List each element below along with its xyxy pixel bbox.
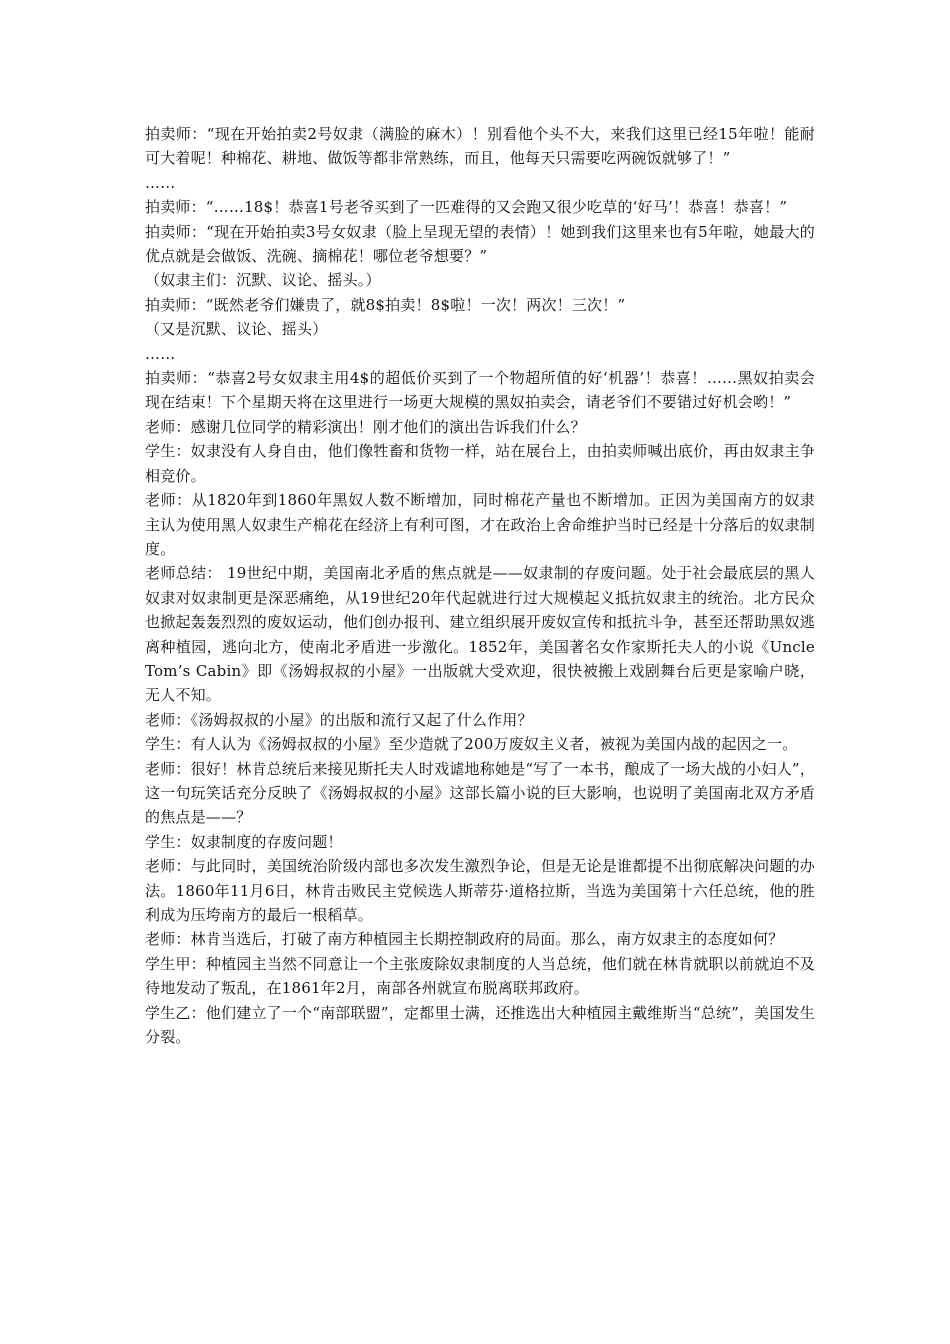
paragraph-auction-end: 拍卖师：“恭喜2号女奴隶主用4$的超低价买到了一个物超所值的好‘机器’！恭喜！……黑奴拍卖会现在结束！下个星期天将在这里进行一场更大规模的黑奴拍卖会，请老爷们不要错过好机会哟！” xyxy=(145,369,815,412)
ellipsis-line: …… xyxy=(145,344,176,363)
paragraph-auction-slave-3: 拍卖师：“现在开始拍卖3号女奴隶（脸上呈现无望的表情）！她到我们这里来也有5年啦，她最大的优点就是会做饭、洗碗、摘棉花！哪位老爷想要？” xyxy=(145,222,815,266)
paragraph-auction-8-dollars: 拍卖师：“既然老爷们嫌贵了，就8$拍卖！8$啦！一次！两次！三次！” xyxy=(145,295,626,314)
paragraph-auction-sold-1: 拍卖师：“……18$！恭喜1号老爷买到了一匹难得的又会跑又很少吃草的‘好马’！恭喜！恭喜！” xyxy=(145,198,788,217)
paragraph-teacher-thanks: 老师：感谢几位同学的精彩演出！刚才他们的演出告诉我们什么？ xyxy=(145,417,586,436)
paragraph-teacher-summary: 老师总结： 19世纪中期，美国南北矛盾的焦点就是——奴隶制的存废问题。处于社会最底层的黑人奴隶对奴隶制更是深恶痛绝，从19世纪20年代起就进行过大规模起义抵抗奴隶主的统治。北方民众也掀起轰轰烈烈的废奴运动，他们创办报刊、建立组织展开废奴宣传和抵抗斗争，甚至还帮助黑奴逃离种植园，逃向北方，使南北矛盾进一步激化。1852年，美国著名女作家斯托夫人的小说《UncleTom’s Cabin》即《汤姆叔叔的小屋》一出版就大受欢迎，很快被搬上戏剧舞台后更是家喻户晓，无人不知。 xyxy=(145,564,815,705)
paragraph-teacher-question: 老师：《汤姆叔叔的小屋》的出版和流行又起了什么作用？ xyxy=(145,710,533,729)
paragraph-student-b-confederacy: 学生乙：他们建立了一个“南部联盟”，定都里士满，还推选出大种植园主戴维斯当“总统”，美国发生分裂。 xyxy=(145,1003,815,1047)
paragraph-auction-slave-2: 拍卖师：“现在开始拍卖2号奴隶（满脸的麻木）！别看他个头不大，来我们这里已经15年啦！能耐可大着呢！种棉花、耕地、做饭等都非常熟练，而且，他每天只需要吃两碗饭就够了！” xyxy=(145,125,815,168)
paragraph-teacher-south-attitude: 老师：林肯当选后，打破了南方种植园主长期控制政府的局面。那么，南方奴隶主的态度如何？ xyxy=(145,930,784,949)
paragraph-teacher-cotton: 老师：从1820年到1860年黑奴人数不断增加，同时棉花产量也不断增加。正因为美国南方的奴隶主认为使用黑人奴隶生产棉花在经济上有利可图，才在政治上舍命维护当时已经是十分落后的奴隶制度。 xyxy=(145,491,815,558)
ellipsis-line: …… xyxy=(145,173,176,192)
paragraph-student-slavery-issue: 学生：奴隶制度的存废问题！ xyxy=(145,832,343,851)
paragraph-student-abolitionists: 学生：有人认为《汤姆叔叔的小屋》至少造就了200万废奴主义者，被视为美国内战的起因之一。 xyxy=(145,735,798,754)
stage-direction-1: （奴隶主们：沉默、议论、摇头。） xyxy=(145,271,381,290)
paragraph-student-a-secession: 学生甲：种植园主当然不同意让一个主张废除奴隶制度的人当总统，他们就在林肯就职以前就迫不及待地发动了叛乱，在1861年2月，南部各州就宣布脱离联邦政府。 xyxy=(145,954,815,998)
paragraph-teacher-lincoln-quote: 老师：很好！林肯总统后来接见斯托夫人时戏谑地称她是“写了一本书，酿成了一场大战的小妇人”，这一句玩笑话充分反映了《汤姆叔叔的小屋》这部长篇小说的巨大影响，也说明了美国南北双方矛盾的焦点是——？ xyxy=(145,759,815,827)
paragraph-student-answer: 学生：奴隶没有人身自由，他们像牲畜和货物一样，站在展台上，由拍卖师喊出底价，再由奴隶主争相竞价。 xyxy=(145,442,815,485)
stage-direction-2: （又是沉默、议论、摇头） xyxy=(145,320,328,339)
document-body xyxy=(145,122,815,1049)
paragraph-teacher-election: 老师：与此同时，美国统治阶级内部也多次发生激烈争论，但是无论是谁都提不出彻底解决问题的办法。1860年11月6日，林肯击败民主党候选人斯蒂芬·道格拉斯，当选为美国第十六任总统，他的胜利成为压垮南方的最后一根稻草。 xyxy=(145,857,815,924)
